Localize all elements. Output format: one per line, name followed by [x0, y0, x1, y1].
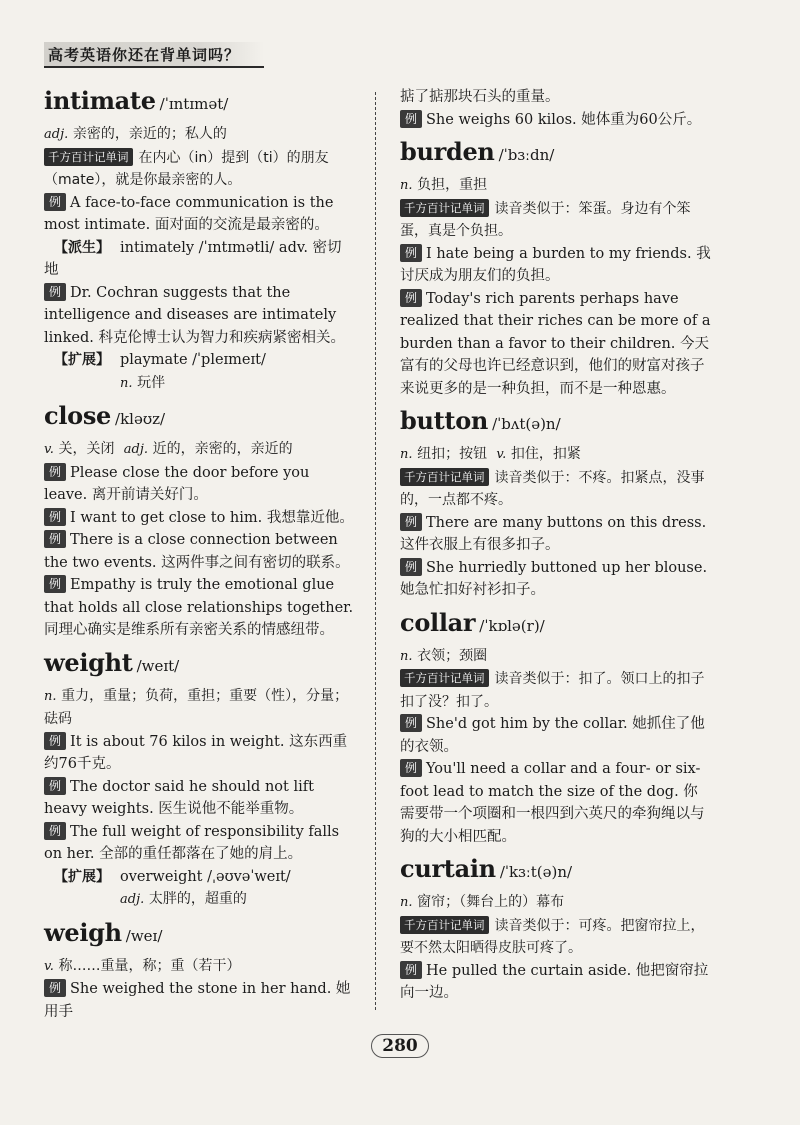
- example-badge: 例: [400, 759, 422, 777]
- derivative-label: 【派生】: [54, 239, 110, 256]
- definition: 重力，重量；负荷，重担；重要（性），分量；砝码: [44, 687, 349, 727]
- headword: intimate: [44, 86, 156, 115]
- example-sentence: You'll need a collar and a four- or six-foot lead to match the size of the dog. 你需要带一个项圈和一根四到六英尺的牵狗绳以与狗的大小相匹配。: [400, 761, 705, 845]
- example-sentence: Today's rich parents perhaps have realized that their riches can be more of a burden than a favor to their children. 今天富有的父母也许已经意识到，他们的财富对孩子来说更多的是一种负担，而不是一种恩惠。: [400, 290, 711, 397]
- extension-label: 【扩展】: [54, 352, 110, 368]
- headword: close: [44, 401, 112, 430]
- entry-intimate: [44, 86, 356, 395]
- phonetic: /ˈɪntɪmət/: [159, 95, 229, 113]
- example-sentence: I hate being a burden to my friends. 我讨厌成为朋友们的负担。: [400, 245, 711, 284]
- example-badge: 例: [44, 777, 66, 795]
- definition: 纽扣；按钮: [417, 446, 488, 462]
- memory-tip: 读音类似于：不疼。扣紧点，没事的，一点都不疼。: [400, 469, 705, 508]
- phonetic: /ˈbʌt(ə)n/: [492, 415, 561, 433]
- derivative-word: intimately /ˈɪntɪmətli/ adv. 密切地: [44, 239, 342, 278]
- part-of-speech: n.: [400, 648, 413, 664]
- example-sentence: She hurriedly buttoned up her blouse. 她急忙扣好衬衫扣子。: [400, 559, 708, 598]
- memory-tip: 在内心（in）提到（ti）的朋友（mate），就是你最亲密的人。: [44, 149, 329, 188]
- example-badge: 例: [44, 508, 66, 526]
- definition: 近的，亲密的，亲近的: [152, 441, 293, 457]
- memory-tip: 读音类似于：可疼。把窗帘拉上，要不然太阳晒得皮肤可疼了。: [400, 917, 705, 956]
- entry-weigh: [44, 918, 356, 1024]
- phonetic: /weɪt/: [136, 656, 180, 675]
- example-sentence: It is about 76 kilos in weight. 这东西重约76千克。: [44, 733, 348, 772]
- example-sentence: She'd got him by the collar. 她抓住了他的衣领。: [400, 716, 705, 755]
- example-badge: 例: [400, 961, 422, 979]
- part-of-speech: v.: [44, 958, 54, 974]
- example-badge: 例: [44, 732, 66, 750]
- headword: burden: [400, 137, 495, 166]
- example-badge: 例: [400, 513, 422, 531]
- phonetic: /weɪ/: [125, 926, 163, 945]
- entry-collar: [400, 608, 712, 849]
- page-header: [44, 42, 264, 68]
- example-sentence: There are many buttons on this dress. 这件衣服上有很多扣子。: [400, 514, 707, 553]
- memory-tip-badge: 千方百计记单词: [400, 669, 489, 687]
- extension-word: overweight /ˌəʊvəˈweɪt/: [120, 868, 291, 885]
- example-sentence: There is a close connection between the two events. 这两件事之间有密切的联系。: [44, 532, 350, 571]
- example-badge: 例: [44, 979, 66, 997]
- definition: 亲密的，亲近的；私人的: [72, 126, 227, 142]
- example-sentence: The full weight of responsibility falls on her. 全部的重任都落在了她的肩上。: [44, 823, 340, 862]
- example-sentence: A face-to-face communication is the most intimate. 面对面的交流是最亲密的。: [44, 194, 334, 233]
- part-of-speech: n.: [44, 688, 57, 704]
- example-sentence: Please close the door before you leave. 离开前请关好门。: [44, 464, 310, 503]
- example-badge: 例: [400, 289, 422, 307]
- part-of-speech: n.: [400, 178, 413, 193]
- example-badge: 例: [44, 283, 66, 301]
- left-column: [44, 80, 356, 1023]
- entry-curtain: [400, 854, 712, 1005]
- example-badge: 例: [44, 463, 66, 481]
- memory-tip-badge: 千方百计记单词: [400, 468, 489, 486]
- book-title: 高考英语你还在背单词吗？: [48, 46, 241, 64]
- phonetic: /ˈkɜːt(ə)n/: [499, 863, 573, 881]
- phonetic: /ˈbɜːdn/: [498, 146, 555, 164]
- headword: button: [400, 406, 489, 435]
- memory-tip-badge: 千方百计记单词: [400, 916, 489, 934]
- memory-tip: 读音类似于：笨蛋。身边有个笨蛋，真是个负担。: [400, 200, 691, 239]
- extension-label: 【扩展】: [54, 868, 110, 885]
- memory-tip-badge: 千方百计记单词: [44, 148, 133, 166]
- definition: 衣领；颈圈: [417, 647, 488, 664]
- example-badge: 例: [44, 575, 66, 593]
- part-of-speech: adj.: [120, 892, 145, 907]
- right-column: [400, 86, 712, 1005]
- memory-tip: 读音类似于：扣了。领口上的扣子扣了没？扣了。: [400, 671, 705, 710]
- extension-definition: 太胖的，超重的: [148, 891, 247, 907]
- example-badge: 例: [44, 193, 66, 211]
- part-of-speech: v.: [44, 442, 54, 457]
- example-sentence: She weighed the stone in her hand. 她用手: [44, 981, 351, 1020]
- example-badge: 例: [400, 110, 422, 128]
- definition: 关，关闭: [58, 441, 115, 457]
- example-sentence: She weighs 60 kilos. 她体重为60公斤。: [426, 111, 702, 128]
- extension-definition: 玩伴: [137, 374, 166, 391]
- example-badge: 例: [400, 244, 422, 262]
- definition: 扣住，扣紧: [510, 446, 581, 462]
- example-sentence: Empathy is truly the emotional glue that holds all close relationships together. 同理心确实是维系所有亲密关系的情感纽带。: [44, 577, 354, 638]
- example-badge: 例: [44, 822, 66, 840]
- phonetic: /ˈkɒlə(r)/: [479, 616, 545, 635]
- example-sentence: The doctor said he should not lift heavy weights. 医生说他不能举重物。: [44, 778, 314, 817]
- entry-burden: [400, 137, 712, 400]
- phonetic: /kləʊz/: [115, 410, 166, 428]
- example-sentence: Dr. Cochran suggests that the intelligence and diseases are intimately linked. 科克伦博士认为智力和疾病紧密相关。: [44, 284, 345, 346]
- definition: 负担，重担: [417, 177, 488, 193]
- example-badge: 例: [400, 714, 422, 732]
- entry-weigh-continued: [400, 86, 712, 131]
- entry-close: [44, 401, 356, 642]
- example-badge: 例: [44, 530, 66, 548]
- headword: curtain: [400, 854, 496, 883]
- example-sentence: He pulled the curtain aside. 他把窗帘拉向一边。: [400, 962, 709, 1001]
- headword: collar: [400, 607, 476, 637]
- headword: weigh: [44, 917, 122, 947]
- part-of-speech: adj.: [44, 127, 69, 142]
- example-badge: 例: [400, 558, 422, 576]
- example-continuation: 掂了掂那块石头的重量。: [400, 89, 560, 105]
- part-of-speech: n.: [120, 375, 133, 391]
- part-of-speech: n.: [400, 895, 413, 910]
- part-of-speech: n.: [400, 447, 413, 462]
- memory-tip-badge: 千方百计记单词: [400, 199, 489, 217]
- definition: 窗帘；（舞台上的）幕布: [417, 894, 565, 910]
- part-of-speech: v.: [496, 447, 507, 462]
- part-of-speech: adj.: [123, 442, 149, 457]
- entry-button: [400, 406, 712, 602]
- definition: 称……重量，称；重（若干）: [58, 957, 241, 974]
- page-number-label: 280: [371, 1034, 429, 1058]
- extension-word: playmate /ˈpleɪmeɪt/: [120, 352, 266, 368]
- headword: weight: [44, 647, 133, 677]
- entry-weight: [44, 648, 356, 912]
- column-divider: [375, 92, 376, 1010]
- example-sentence: I want to get close to him. 我想靠近他。: [70, 509, 354, 526]
- page-number: [0, 1036, 800, 1056]
